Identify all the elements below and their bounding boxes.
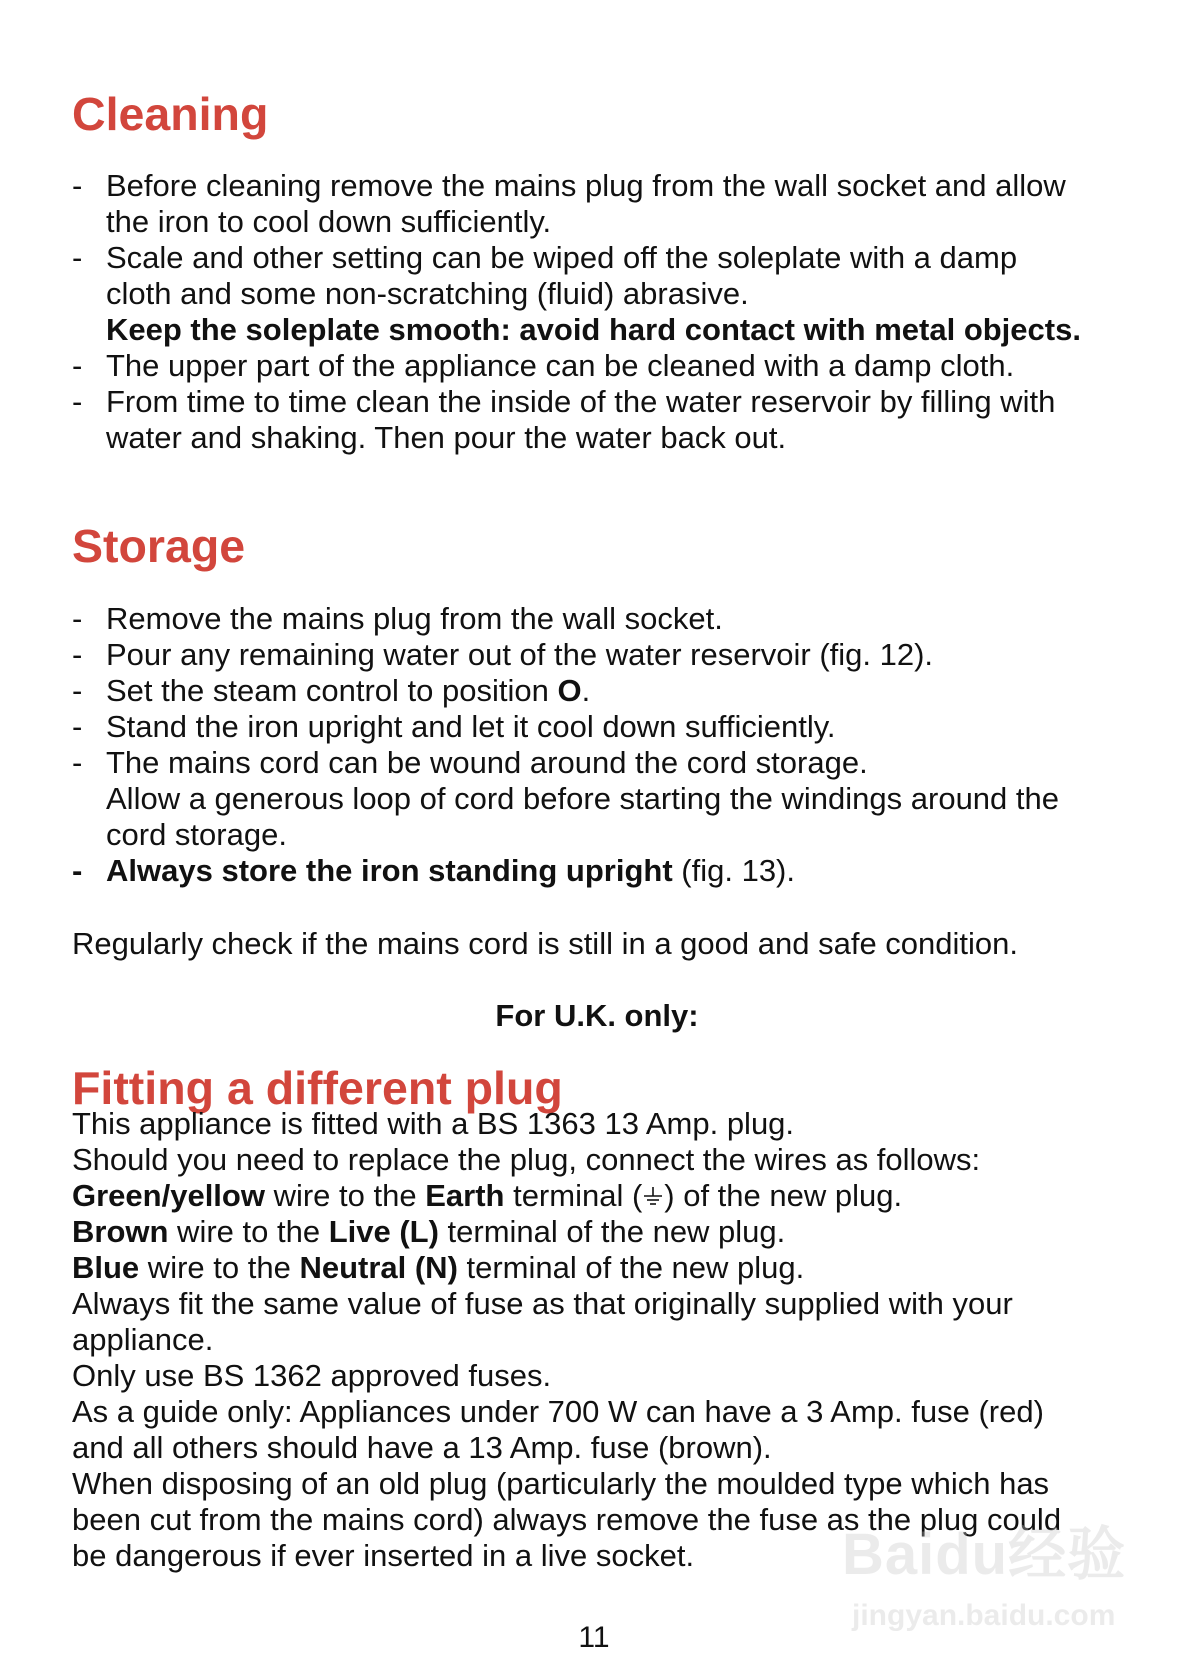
paragraph-line: When disposing of an old plug (particularly the moulded type which has	[72, 1466, 1050, 1501]
paragraph-line: Only use BS 1362 approved fuses.	[72, 1358, 552, 1393]
list-item: - The upper part of the appliance can be cleaned with a damp cloth.	[72, 348, 1142, 384]
list-item-text: Remove the mains plug from the wall socket.	[106, 601, 723, 636]
list-item: - Before cleaning remove the mains plug from the wall socket and allow the iron to cool down sufficiently.	[72, 168, 1142, 240]
list-item-text: Scale and other setting can be wiped off the soleplate with a damp	[106, 240, 1018, 275]
soleplate-warning: Keep the soleplate smooth: avoid hard contact with metal objects.	[106, 312, 1081, 347]
list-item-text: Allow a generous loop of cord before starting the windings around the	[106, 781, 1059, 816]
baidu-watermark	[842, 1520, 1132, 1670]
paragraph-line: and all others should have a 13 Amp. fuse (brown).	[72, 1430, 772, 1465]
paragraph-line: been cut from the mains cord) always remove the fuse as the plug could	[72, 1502, 1062, 1537]
live-wire-line: Brown wire to the Live (L) terminal of the new plug.	[72, 1214, 786, 1249]
cleaning-heading: Cleaning	[72, 88, 269, 140]
list-item: - Always store the iron standing upright (fig. 13).	[72, 853, 1142, 889]
paragraph-line: Should you need to replace the plug, connect the wires as follows:	[72, 1142, 981, 1177]
paragraph-line: be dangerous if ever inserted in a live socket.	[72, 1538, 695, 1573]
list-item: - From time to time clean the inside of the water reservoir by filling with water and shaking. Then pour the water back out.	[72, 384, 1142, 456]
watermark-logo: Baidu经验	[842, 1522, 1127, 1587]
plug-instructions	[72, 1106, 1132, 1574]
list-item-text: The mains cord can be wound around the cord storage.	[106, 745, 868, 780]
list-item-text: Stand the iron upright and let it cool down sufficiently.	[106, 709, 836, 744]
cleaning-list	[72, 168, 1142, 456]
uk-only-label: For U.K. only:	[495, 998, 699, 1033]
list-item: - Scale and other setting can be wiped off the soleplate with a damp cloth and some non-scratching (fluid) abrasive. Keep the soleplate smooth: avoid hard contact with metal objects.	[72, 240, 1142, 348]
storage-heading: Storage	[72, 520, 246, 572]
watermark-url: jingyan.baidu.com	[852, 1599, 1116, 1632]
list-item: - Remove the mains plug from the wall socket.	[72, 601, 1142, 637]
paragraph-line: As a guide only: Appliances under 700 W can have a 3 Amp. fuse (red)	[72, 1394, 1044, 1429]
neutral-wire-line: Blue wire to the Neutral (N) terminal of the new plug.	[72, 1250, 805, 1285]
storage-list	[72, 601, 1142, 889]
paragraph-line: appliance.	[72, 1322, 214, 1357]
paragraph-line: Always fit the same value of fuse as that originally supplied with your	[72, 1286, 1013, 1321]
list-item-text: The upper part of the appliance can be cleaned with a damp cloth.	[106, 348, 1015, 383]
earth-symbol-icon	[642, 1186, 664, 1208]
cord-check-note: Regularly check if the mains cord is still in a good and safe condition.	[72, 926, 1018, 961]
list-item-text: the iron to cool down sufficiently.	[106, 204, 552, 239]
list-item: - Pour any remaining water out of the water reservoir (fig. 12).	[72, 637, 1142, 673]
plug-heading: Fitting a different plug	[72, 1062, 563, 1114]
list-item-text: water and shaking. Then pour the water back out.	[106, 420, 787, 455]
list-item-text: From time to time clean the inside of the water reservoir by filling with	[106, 384, 1056, 419]
list-item-text: cloth and some non-scratching (fluid) abrasive.	[106, 276, 749, 311]
list-item: - Set the steam control to position O.	[72, 673, 1142, 709]
list-item-text: Before cleaning remove the mains plug from the wall socket and allow	[106, 168, 1066, 203]
list-item-text: Always store the iron standing upright (fig. 13).	[106, 853, 795, 888]
list-item-text: Pour any remaining water out of the water reservoir (fig. 12).	[106, 637, 934, 672]
list-item: - Stand the iron upright and let it cool down sufficiently.	[72, 709, 1142, 745]
list-item-text: Set the steam control to position O.	[106, 673, 591, 708]
earth-wire-line: Green/yellow wire to the Earth terminal ( ) of the new plug.	[72, 1178, 903, 1213]
page-number: 11	[578, 1621, 610, 1654]
paragraph-line: This appliance is fitted with a BS 1363 13 Amp. plug.	[72, 1106, 795, 1141]
list-item: - The mains cord can be wound around the cord storage. Allow a generous loop of cord before starting the windings around the cord storage.	[72, 745, 1142, 853]
list-item-text: cord storage.	[106, 817, 287, 852]
